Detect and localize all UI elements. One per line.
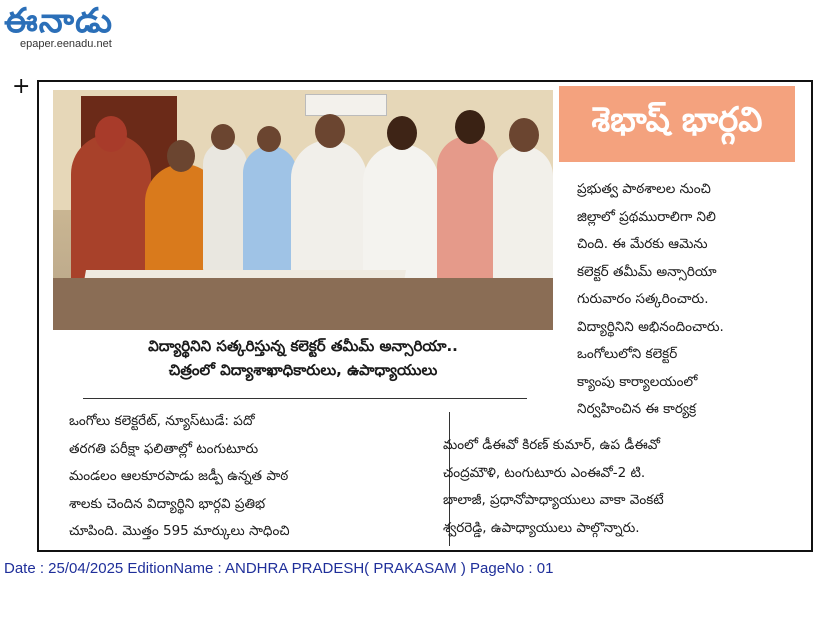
crop-marker: +	[12, 74, 31, 99]
photo-caption	[53, 334, 553, 388]
eenadu-logo[interactable]	[4, 2, 144, 54]
article-line: నిర్వహించిన ఈ కార్యక్ర	[577, 401, 697, 417]
person-head	[455, 110, 485, 144]
photo-ac-unit	[305, 94, 387, 116]
article-line: జిల్లాలో ప్రథమురాలిగా నిలి	[577, 208, 716, 225]
person-head	[509, 118, 539, 152]
headline-text: శెభాష్ భార్గవి	[591, 100, 763, 140]
article-line: ఒంగోలులోని కలెక్టర్	[577, 346, 678, 362]
article-column-right	[577, 176, 799, 424]
person-official	[243, 146, 297, 286]
article-line: గురువారం సత్కరించారు.	[577, 291, 709, 307]
news-clipping	[37, 80, 813, 552]
article-line: క్యాంపు కార్యాలయంలో	[577, 373, 698, 390]
person-head	[315, 114, 345, 148]
logo-site-url: epaper.eenadu.net	[20, 38, 112, 50]
person-head	[257, 126, 281, 152]
article-column-left	[69, 408, 445, 546]
edition-info: Date : 25/04/2025 EditionName : ANDHRA PRADESH( PRAKASAM ) PageNo : 01	[4, 560, 554, 577]
headline-box	[559, 86, 795, 162]
person-head	[95, 116, 127, 152]
article-line: కలెక్టర్ తమీమ్ అన్సారియా	[577, 263, 717, 280]
article-line: తరగతి పరీక్షా ఫలితాల్లో టంగుటూరు	[69, 440, 259, 457]
photo-table	[53, 278, 553, 330]
article-line: ప్రభుత్వ పాఠశాలల నుంచి	[577, 181, 711, 197]
article-line: చింది. ఈ మేరకు ఆమెను	[577, 236, 708, 252]
caption-line-2: చిత్రంలో విద్యాశాఖాధికారులు, ఉపాధ్యాయులు	[168, 361, 438, 379]
person-official	[203, 142, 247, 272]
caption-line-1: విద్యార్థినిని సత్కరిస్తున్న కలెక్టర్ తమీమ్ అన్సారియా..	[148, 337, 458, 355]
caption-divider	[83, 398, 527, 399]
article-line: మంలో డీఈవో కిరణ్ కుమార్, ఉప డీఈవో	[443, 437, 660, 453]
article-column-mid	[443, 432, 799, 542]
article-line: శాలకు చెందిన విద్యార్థిని భార్గవి ప్రతిభ	[69, 495, 266, 512]
article-line: చూపింది. మొత్తం 595 మార్కులు సాధించి	[69, 523, 290, 539]
news-photo	[53, 90, 553, 330]
person-collector	[71, 134, 151, 284]
article-line: విద్యార్థినిని అభినందించారు.	[577, 318, 724, 335]
article-line: ఒంగోలు కలెక్టరేట్, న్యూస్‌టుడే: పదో	[69, 413, 255, 429]
person-head	[167, 140, 195, 172]
person-head	[387, 116, 417, 150]
logo-wordmark: ఈనాడు	[4, 1, 114, 41]
article-line: బాలాజీ, ప్రధానోపాధ్యాయులు వాకా వెంకటే	[443, 492, 664, 508]
person-head	[211, 124, 235, 150]
article-line: శ్వరరెడ్డి, ఉపాధ్యాయులు పాల్గొన్నారు.	[443, 519, 640, 536]
article-line: చంద్రమౌళి, టంగుటూరు ఎంఈవో-2 టి.	[443, 464, 646, 481]
article-line: మండలం ఆలకూరపాడు జడ్పీ ఉన్నత పాఠ	[69, 468, 289, 484]
